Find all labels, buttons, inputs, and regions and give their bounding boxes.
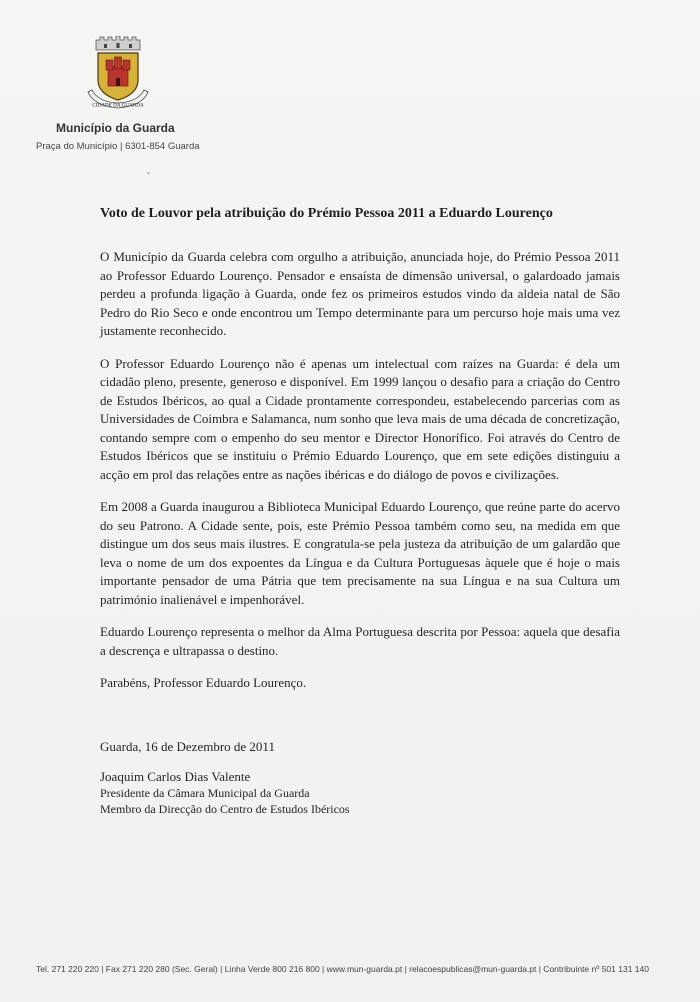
- letter-body: [100, 248, 620, 707]
- signature-date: Guarda, 16 de Dezembro de 2011: [100, 739, 275, 754]
- signatory-name: Joaquim Carlos Dias Valente: [100, 769, 251, 784]
- paragraph-2: O Professor Eduardo Lourenço não é apenas um intelectual com raízes na Guarda: é dela um cidadão pleno, presente, generoso e disponível. Em 1999 lançou o desafio para a criação do Centro de Estudos Ibéricos, ao qual a Cidade prontamente correspondeu, estabelecendo parcerias com as Universidades de Coimbra e Salamanca, num sonho que leva mais de uma década de concretização, contando sempre com o empenho do seu mentor e Director Honorífico. Foi através do Centro de Estudos Ibéricos que se instituiu o Prémio Eduardo Lourenço, que em sete edições distinguiu a acção em prol das relações entre as nações ibéricas e do diálogo de povos e civilizações.: [100, 355, 620, 482]
- paper-speck: [147, 172, 150, 174]
- crest-motto: CIDADE DA GUARDA: [92, 102, 144, 109]
- organization-address: Praça do Município | 6301-854 Guarda: [36, 141, 200, 152]
- signatory-role-1: Presidente da Câmara Municipal da Guarda: [100, 786, 310, 800]
- paragraph-1: O Município da Guarda celebra com orgulho a atribuição, anunciada hoje, do Prémio Pessoa 2011 ao Professor Eduardo Lourenço. Pensador e ensaísta de dimensão universal, o galardoado jamais perdeu a profunda ligação à Guarda, onde fez os primeiros estudos vindo da aldeia natal de São Pedro do Rio Seco e onde encontrou um Tempo determinante para um percurso hoje mais uma vez justamente reconhecido.: [100, 249, 620, 338]
- footer-contacts: Tel. 271 220 220 | Fax 271 220 280 (Sec. Geral) | Linha Verde 800 216 800 | www.mun-guarda.pt | relacoespublicas@mun-guarda.pt | Contribuinte nº 501 131 140: [36, 964, 649, 974]
- coat-of-arms-icon: [86, 36, 150, 112]
- paragraph-4: Eduardo Lourenço representa o melhor da Alma Portuguesa descrita por Pessoa: aquela que desafia a descrença e ultrapassa o destino.: [100, 624, 620, 658]
- signatory-role-2: Membro da Direcção do Centro de Estudos Ibéricos: [100, 802, 350, 816]
- organization-name: Município da Guarda: [56, 121, 175, 135]
- document-title: Voto de Louvor pela atribuição do Prémio Pessoa 2011 a Eduardo Lourenço: [100, 206, 553, 221]
- paragraph-3: Em 2008 a Guarda inaugurou a Biblioteca Municipal Eduardo Lourenço, que reúne parte do acervo do seu Patrono. A Cidade sente, pois, este Prémio Pessoa também como seu, na medida em que distingue um dos seus mais ilustres. E congratula-se pela justeza da atribuição de um galardão que leva o nome de um dos expoentes da Língua e da Cultura Portuguesas àquele que é hoje o mais importante pensador de uma Pátria que tem precisamente na sua Língua e na sua Cultura um património inalienável e impenhorável.: [100, 499, 620, 607]
- paragraph-5: Parabéns, Professor Eduardo Lourenço.: [100, 675, 307, 690]
- signature-block: [100, 768, 620, 817]
